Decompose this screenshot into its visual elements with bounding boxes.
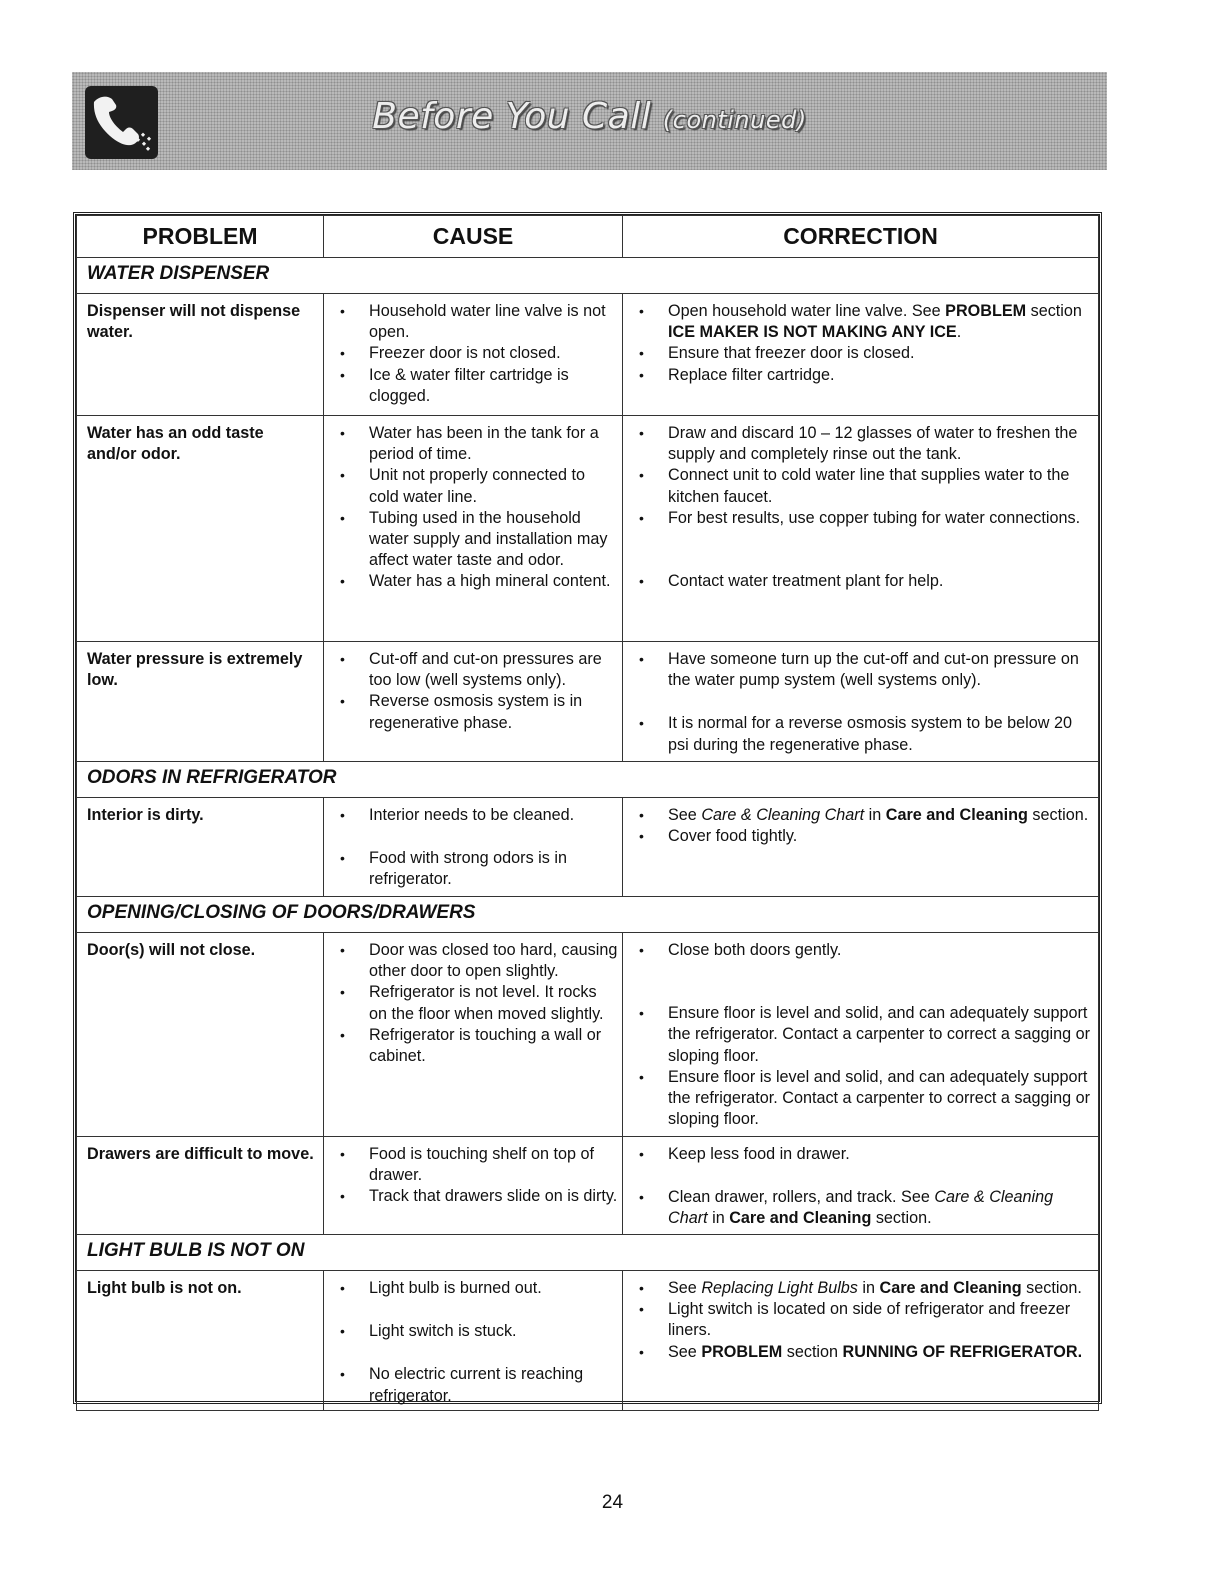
cause-cell xyxy=(324,933,623,1137)
correction-cell xyxy=(623,1271,1099,1411)
correction-item: • See Replacing Light Bulbs in Care and Cleaning section. xyxy=(633,1278,1094,1299)
troubleshooting-table xyxy=(73,212,1102,1404)
problem-cell: Interior is dirty. xyxy=(77,798,324,897)
correction-item: • Clean drawer, rollers, and track. See Care & Cleaning Chart in Care and Cleaning section. xyxy=(633,1187,1094,1229)
correction-cell xyxy=(623,798,1099,897)
cause-item: • Track that drawers slide on is dirty. xyxy=(334,1186,618,1207)
cause-cell xyxy=(324,1271,623,1411)
table-row xyxy=(77,1137,1099,1235)
problem-cell: Door(s) will not close. xyxy=(77,933,324,1137)
header-cause: CAUSE xyxy=(324,216,623,258)
cause-cell xyxy=(324,416,623,642)
correction-cell xyxy=(623,1137,1099,1235)
correction-item: • Contact water treatment plant for help. xyxy=(633,571,1094,592)
cause-item: • Freezer door is not closed. xyxy=(334,343,618,364)
cause-item: • Food with strong odors is in refrigerator. xyxy=(334,848,618,890)
problem-cell: Water has an odd taste and/or odor. xyxy=(77,416,324,642)
title-main: Before You Call xyxy=(372,96,652,137)
cause-item: • Refrigerator is not level. It rocks on the floor when moved slightly. xyxy=(334,982,618,1024)
correction-item: • See Care & Cleaning Chart in Care and Cleaning section. xyxy=(633,805,1094,826)
table-row xyxy=(77,294,1099,416)
header-banner xyxy=(72,72,1107,170)
cause-item: • Refrigerator is touching a wall or cabinet. xyxy=(334,1025,618,1067)
correction-cell xyxy=(623,294,1099,416)
correction-item: • For best results, use copper tubing for water connections. xyxy=(633,508,1094,529)
correction-item: • Ensure that freezer door is closed. xyxy=(633,343,1094,364)
cause-item: • Unit not properly connected to cold water line. xyxy=(334,465,618,507)
correction-item: • Light switch is located on side of refrigerator and freezer liners. xyxy=(633,1299,1094,1341)
table-row xyxy=(77,933,1099,1137)
header-problem: PROBLEM xyxy=(77,216,324,258)
correction-item: • See PROBLEM section RUNNING OF REFRIGERATOR. xyxy=(633,1342,1094,1363)
cause-item: • Light bulb is burned out. xyxy=(334,1278,618,1299)
section-doors: OPENING/CLOSING OF DOORS/DRAWERS xyxy=(77,897,1099,933)
correction-item: • Ensure floor is level and solid, and can adequately support the refrigerator. Contact a carpenter to correct a sagging or sloping floor. xyxy=(633,1067,1094,1131)
correction-item: • Replace filter cartridge. xyxy=(633,365,1094,386)
correction-cell xyxy=(623,933,1099,1137)
cause-item: • Water has a high mineral content. xyxy=(334,571,618,592)
cause-item: • Ice & water filter cartridge is clogged. xyxy=(334,365,618,407)
cause-item: • Door was closed too hard, causing other door to open slightly. xyxy=(334,940,618,982)
cause-item: • Interior needs to be cleaned. xyxy=(334,805,618,826)
problem-cell: Water pressure is extremely low. xyxy=(77,642,324,762)
cause-cell xyxy=(324,798,623,897)
section-water-dispenser: WATER DISPENSER xyxy=(77,258,1099,294)
cause-item: • Tubing used in the household water supply and installation may affect water taste and odor. xyxy=(334,508,618,572)
header-correction: CORRECTION xyxy=(623,216,1099,258)
correction-item: • Have someone turn up the cut-off and cut-on pressure on the water pump system (well systems only). xyxy=(633,649,1094,691)
cause-item: • No electric current is reaching refrigerator. xyxy=(334,1364,618,1406)
cause-item: • Water has been in the tank for a period of time. xyxy=(334,423,618,465)
correction-cell xyxy=(623,642,1099,762)
correction-item: • Keep less food in drawer. xyxy=(633,1144,1094,1165)
correction-item: • Ensure floor is level and solid, and can adequately support the refrigerator. Contact a carpenter to correct a sagging or sloping floor. xyxy=(633,1003,1094,1067)
correction-item: • Cover food tightly. xyxy=(633,826,1094,847)
title-subtitle: (continued) xyxy=(662,106,807,134)
cause-cell xyxy=(324,294,623,416)
correction-item: • Connect unit to cold water line that supplies water to the kitchen faucet. xyxy=(633,465,1094,507)
table-row xyxy=(77,1271,1099,1411)
problem-cell: Light bulb is not on. xyxy=(77,1271,324,1411)
correction-item: • Close both doors gently. xyxy=(633,940,1094,961)
cause-cell xyxy=(324,1137,623,1235)
cause-item: • Household water line valve is not open. xyxy=(334,301,618,343)
table-row xyxy=(77,416,1099,642)
cause-item: • Cut-off and cut-on pressures are too low (well systems only). xyxy=(334,649,618,691)
problem-cell: Dispenser will not dispense water. xyxy=(77,294,324,416)
page-title xyxy=(72,96,1107,137)
cause-item: • Food is touching shelf on top of drawer. xyxy=(334,1144,618,1186)
correction-item: • Draw and discard 10 – 12 glasses of water to freshen the supply and completely rinse out the tank. xyxy=(633,423,1094,465)
table-row xyxy=(77,642,1099,762)
correction-item: • Open household water line valve. See PROBLEM section ICE MAKER IS NOT MAKING ANY ICE. xyxy=(633,301,1094,343)
table-row xyxy=(77,798,1099,897)
cause-item: • Light switch is stuck. xyxy=(334,1321,618,1342)
page-number: 24 xyxy=(601,1492,624,1513)
problem-cell: Drawers are difficult to move. xyxy=(77,1137,324,1235)
correction-item: • It is normal for a reverse osmosis system to be below 20 psi during the regenerative phase. xyxy=(633,713,1094,755)
cause-cell xyxy=(324,642,623,762)
section-light-bulb: LIGHT BULB IS NOT ON xyxy=(77,1235,1099,1271)
section-odors: ODORS IN REFRIGERATOR xyxy=(77,762,1099,798)
cause-item: • Reverse osmosis system is in regenerative phase. xyxy=(334,691,618,733)
header-row xyxy=(77,216,1099,258)
correction-cell xyxy=(623,416,1099,642)
